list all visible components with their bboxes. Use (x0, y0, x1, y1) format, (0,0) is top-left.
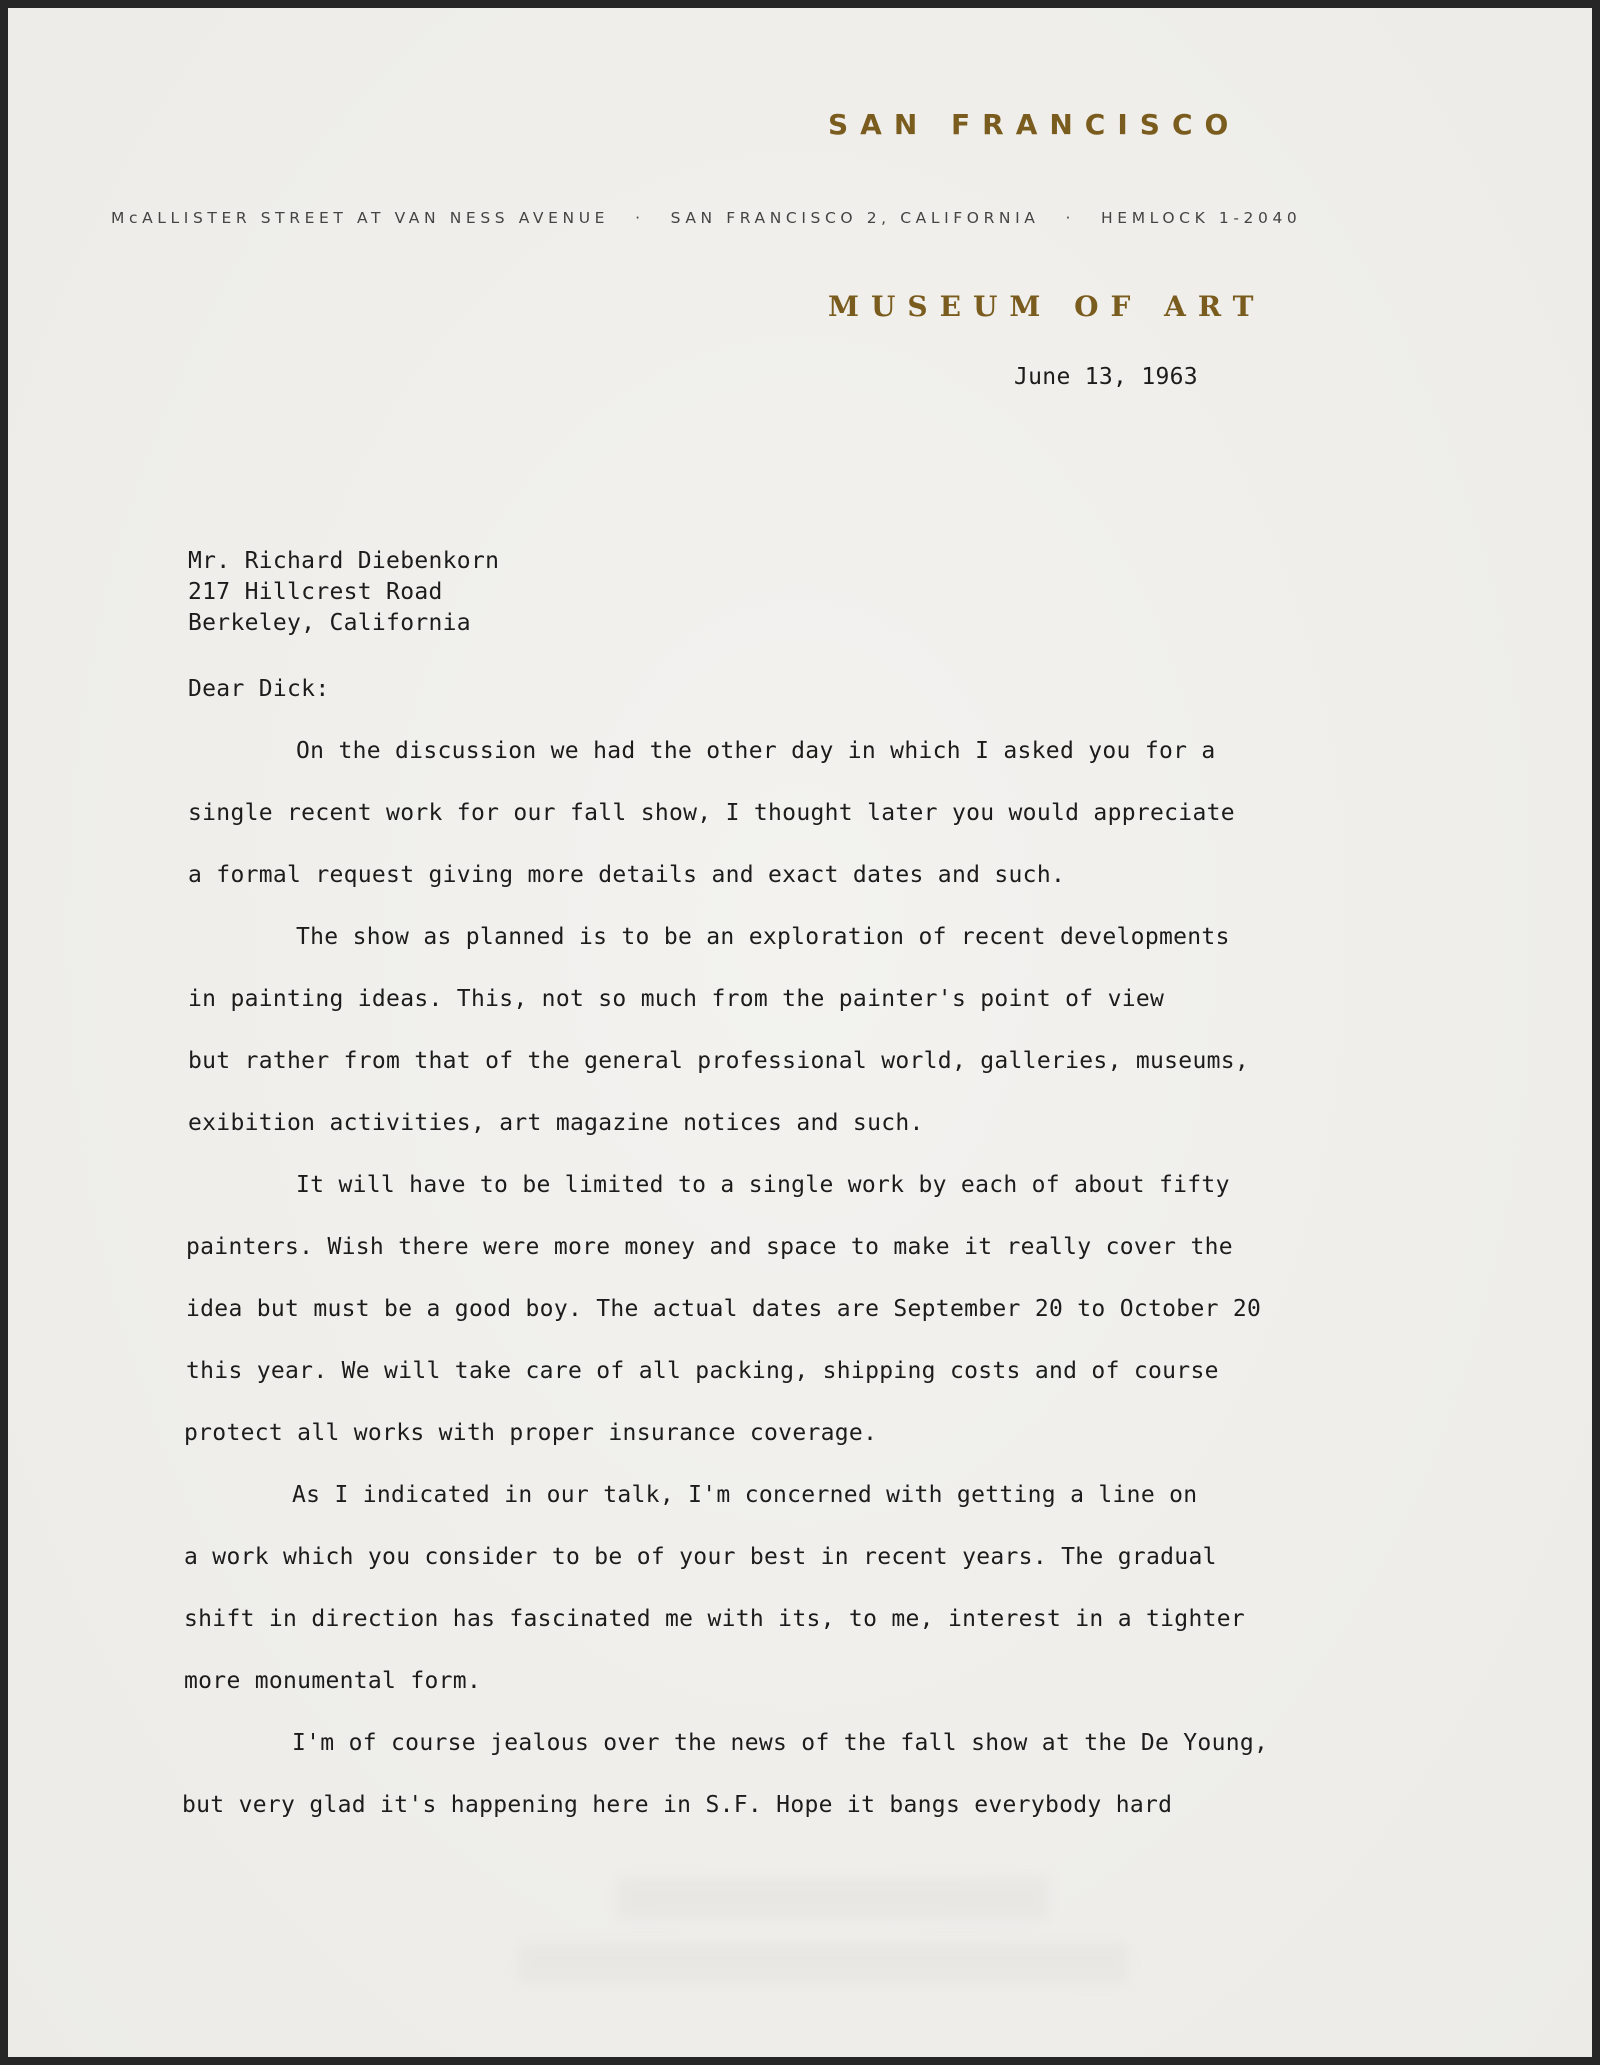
recipient-city: Berkeley, California (188, 610, 471, 636)
body-line: in painting ideas. This, not so much from the painter's point of view (188, 986, 1165, 1012)
letterhead-city: SAN FRANCISCO (828, 108, 1241, 141)
salutation: Dear Dick: (188, 676, 330, 702)
body-line: shift in direction has fascinated me with its, to me, interest in a tighter (184, 1606, 1246, 1632)
bleed-through-shadow (518, 1943, 1128, 1983)
body-line: more monumental form. (184, 1668, 482, 1694)
body-line: this year. We will take care of all packing, shipping costs and of course (186, 1358, 1219, 1384)
body-line: but very glad it's happening here in S.F. Hope it bangs everybody hard (182, 1792, 1173, 1818)
body-line: idea but must be a good boy. The actual dates are September 20 to October 20 (186, 1296, 1262, 1322)
body-line: but rather from that of the general professional world, galleries, museums, (188, 1048, 1250, 1074)
recipient-name: Mr. Richard Diebenkorn (188, 548, 500, 574)
body-line: a formal request giving more details and exact dates and such. (188, 862, 1066, 888)
body-line: a work which you consider to be of your best in recent years. The gradual (184, 1544, 1217, 1570)
bleed-through-shadow (618, 1878, 1048, 1920)
letterhead-phone: HEMLOCK 1-2040 (1101, 209, 1302, 227)
letterhead-address (111, 209, 1301, 227)
letterhead-street: McALLISTER STREET AT VAN NESS AVENUE (111, 209, 610, 227)
letterhead-separator: · (1065, 209, 1076, 227)
letter-date: June 13, 1963 (1014, 364, 1198, 390)
body-line: painters. Wish there were more money and space to make it really cover the (186, 1234, 1233, 1260)
letterhead-separator: · (635, 209, 645, 227)
body-line: It will have to be limited to a single work by each of about fifty (296, 1172, 1230, 1198)
letter-page (8, 8, 1592, 2057)
body-line: protect all works with proper insurance coverage. (184, 1420, 878, 1446)
body-line: single recent work for our fall show, I thought later you would appreciate (188, 800, 1235, 826)
body-line: On the discussion we had the other day in which I asked you for a (296, 738, 1216, 764)
body-line: As I indicated in our talk, I'm concerned with getting a line on (292, 1482, 1198, 1508)
body-line: exibition activities, art magazine notices and such. (188, 1110, 924, 1136)
letterhead-city-state: SAN FRANCISCO 2, CALIFORNIA (670, 209, 1040, 227)
body-line: The show as planned is to be an exploration of recent developments (296, 924, 1230, 950)
recipient-street: 217 Hillcrest Road (188, 579, 443, 605)
letterhead-museum: MUSEUM OF ART (828, 290, 1266, 323)
body-line: I'm of course jealous over the news of the fall show at the De Young, (292, 1730, 1269, 1756)
